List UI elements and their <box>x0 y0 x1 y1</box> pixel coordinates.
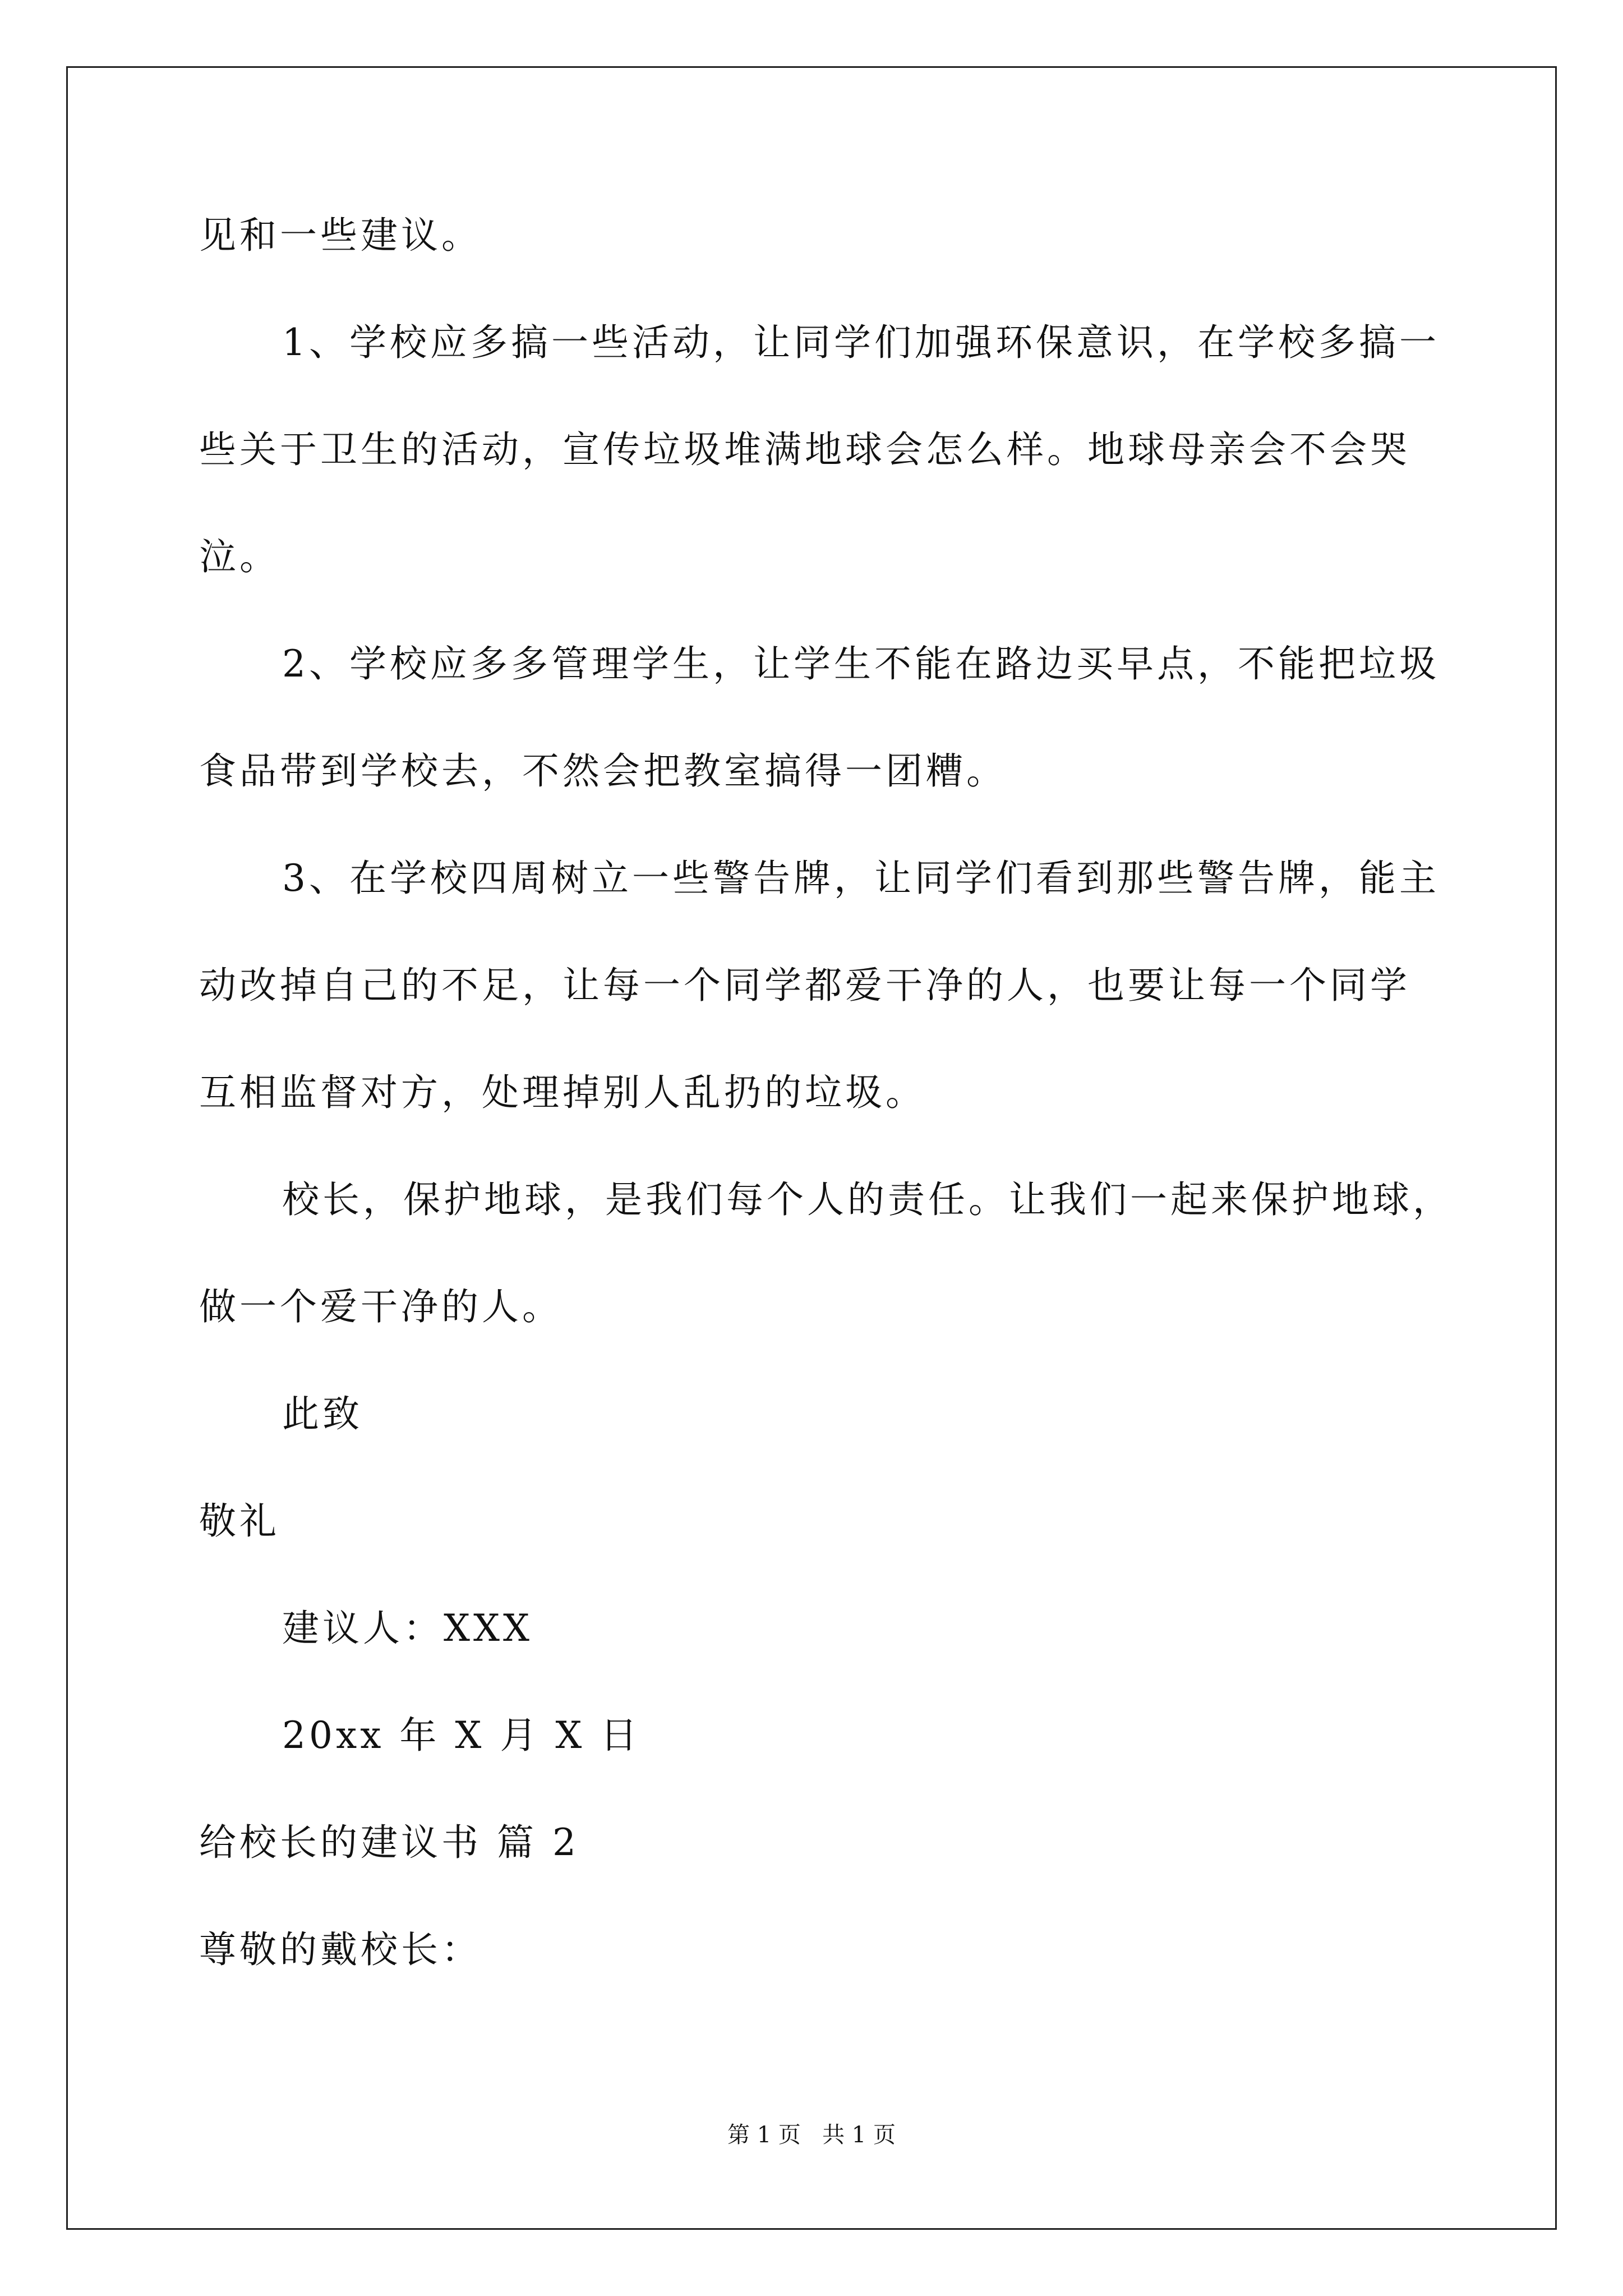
page-border <box>66 66 1557 2230</box>
body-line: 泣。 <box>199 535 280 578</box>
signature-line: 建议人：XXX <box>282 1607 533 1650</box>
page-footer: 第 1 页 共 1 页 <box>727 2122 896 2148</box>
body-line: 动改掉自己的不足，让每一个同学都爱干净的人，也要让每一个同学 <box>199 964 1410 1007</box>
body-line: 见和一些建议。 <box>199 214 482 257</box>
body-line: 3、在学校四周树立一些警告牌，让同学们看到那些警告牌，能主 <box>282 857 1440 900</box>
body-line: 校长，保护地球，是我们每个人的责任。让我们一起来保护地球， <box>282 1178 1453 1221</box>
body-line: 做一个爱干净的人。 <box>199 1285 562 1328</box>
body-line: 互相监督对方，处理掉别人乱扔的垃圾。 <box>199 1071 926 1114</box>
body-line: 食品带到学校去，不然会把教室搞得一团糟。 <box>199 749 1007 793</box>
closing-salutation: 此致 <box>282 1392 363 1435</box>
body-line: 1、学校应多搞一些活动，让同学们加强环保意识，在学校多搞一 <box>282 321 1440 364</box>
body-line: 些关于卫生的活动，宣传垃圾堆满地球会怎么样。地球母亲会不会哭 <box>199 428 1410 471</box>
closing-regards: 敬礼 <box>199 1499 280 1543</box>
greeting-line: 尊敬的戴校长： <box>199 1928 482 1971</box>
date-line: 20xx 年 X 月 X 日 <box>282 1714 641 1757</box>
body-line: 2、学校应多多管理学生，让学生不能在路边买早点，不能把垃圾 <box>282 642 1440 685</box>
section-heading: 给校长的建议书 篇 2 <box>199 1821 579 1864</box>
